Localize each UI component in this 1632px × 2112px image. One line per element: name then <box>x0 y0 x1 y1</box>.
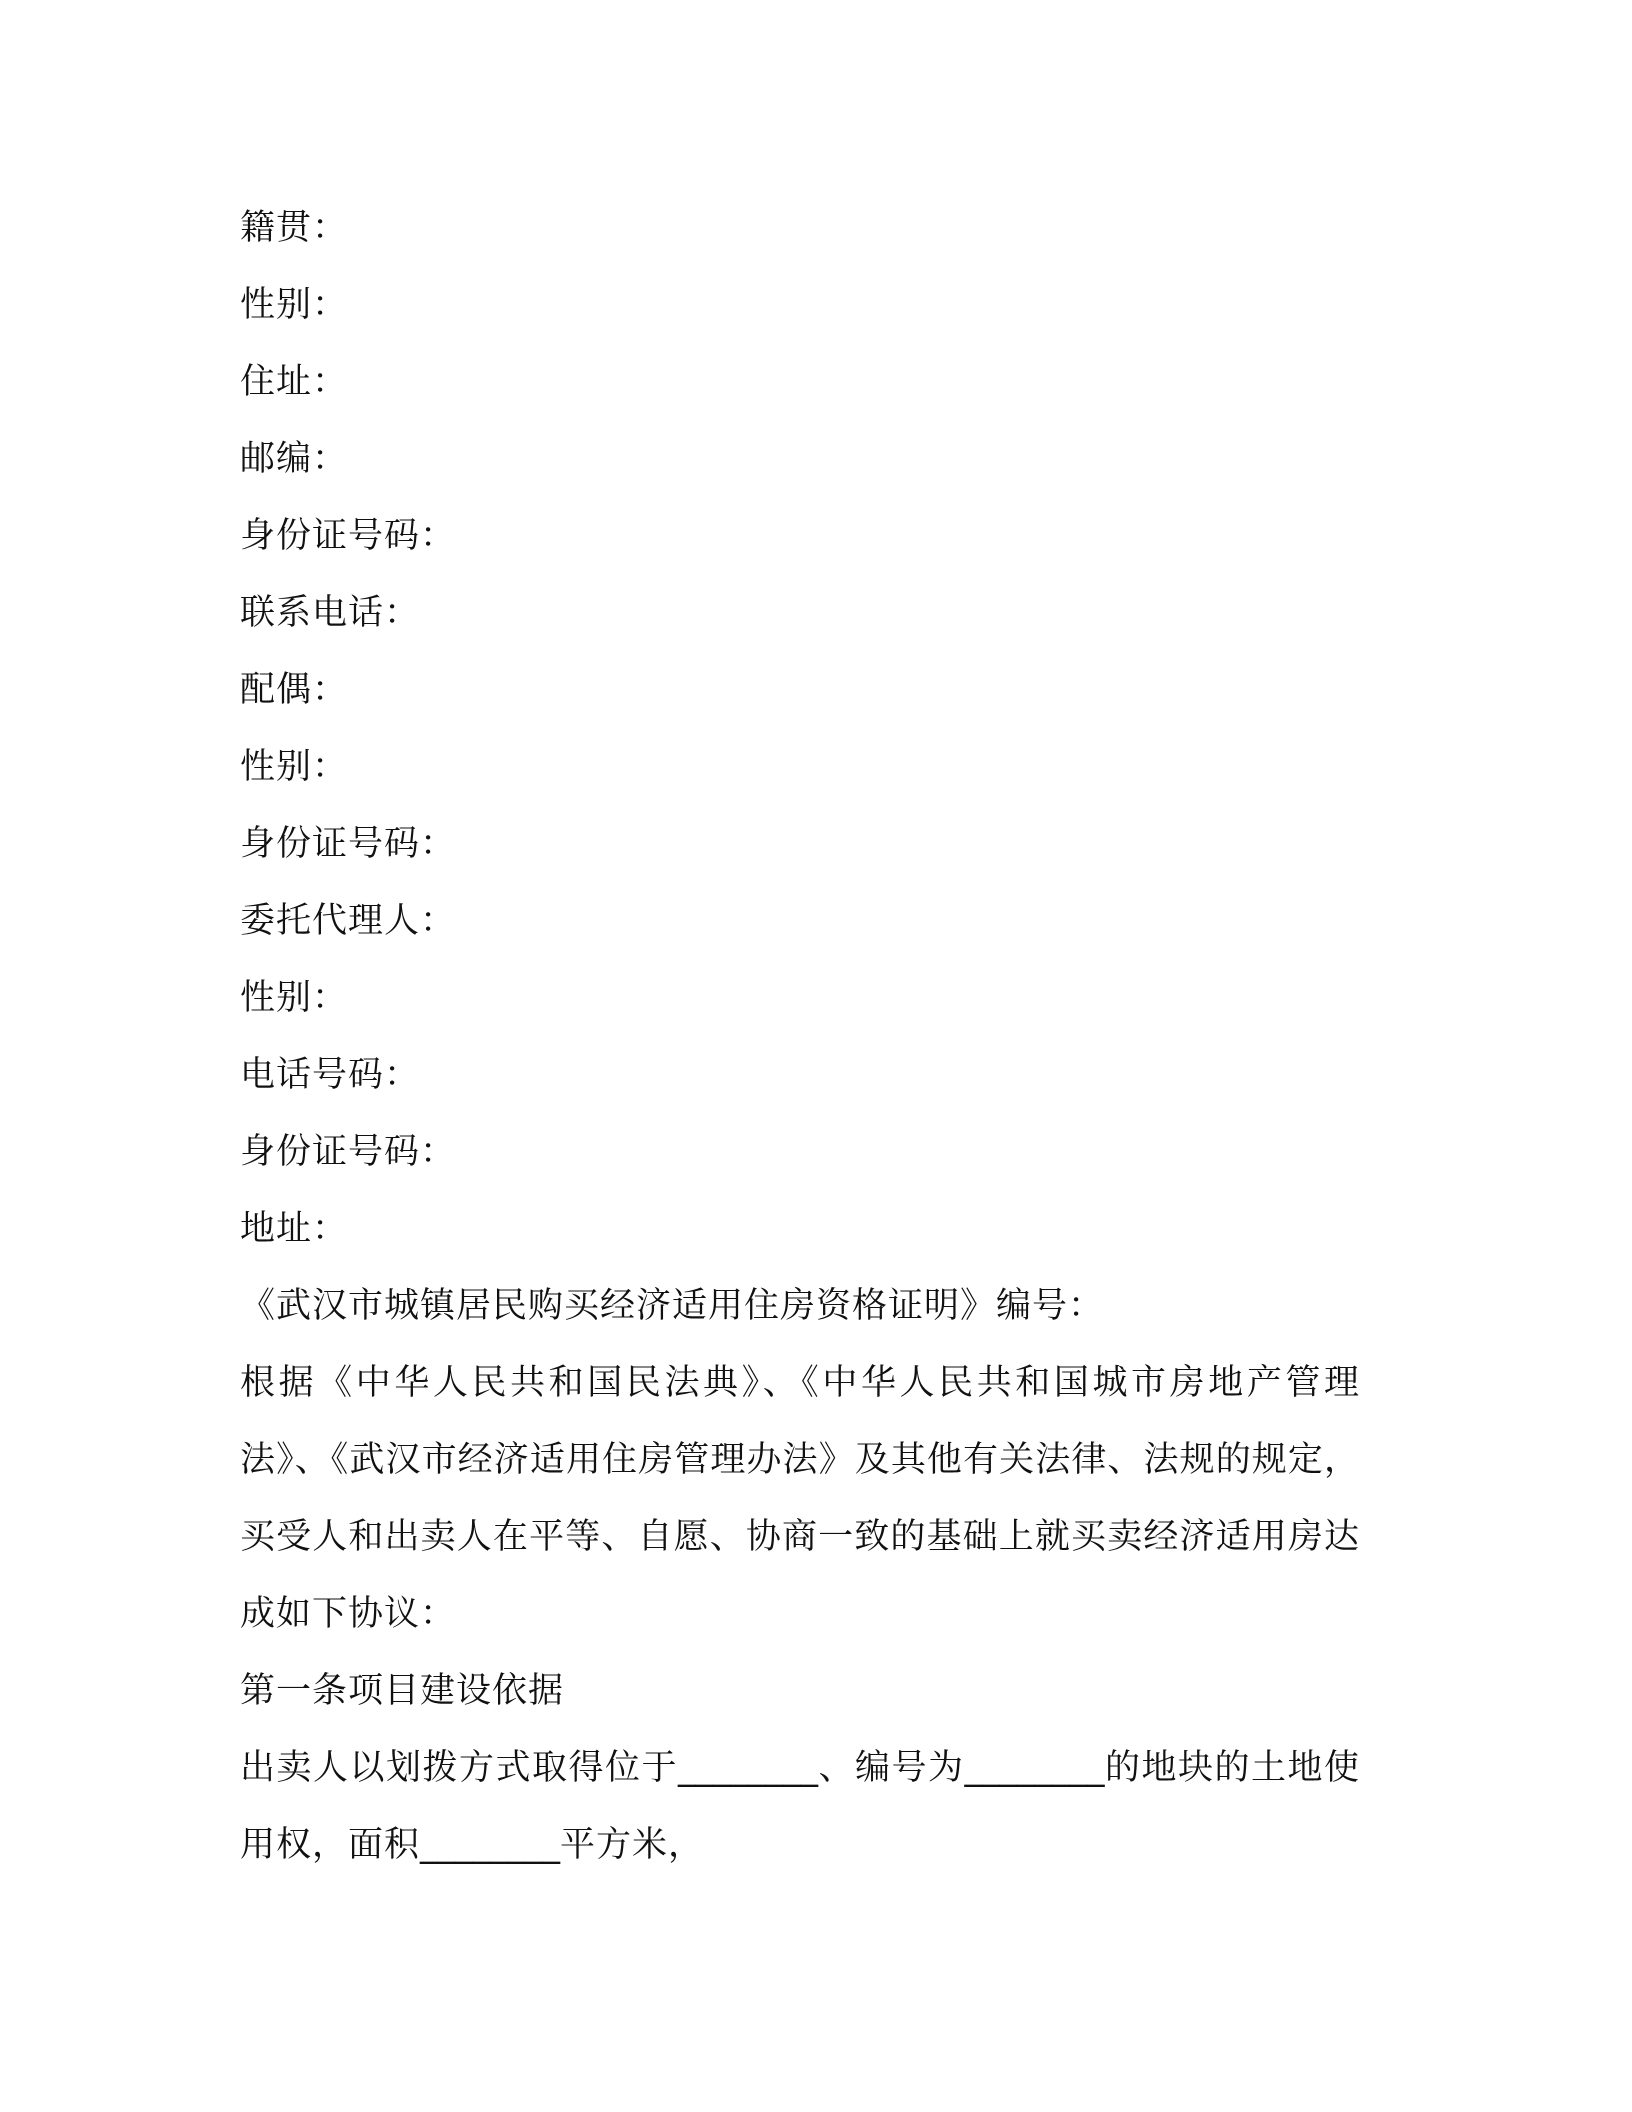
field-agent-id-number: 身份证号码： <box>240 1132 457 1172</box>
article-text-part: 的地块的土地使用权，面积 <box>240 1748 1360 1865</box>
article-one-text <box>240 1730 1360 1884</box>
field-gender: 性别： <box>240 285 349 325</box>
field-spouse-id-number: 身份证号码： <box>240 824 457 864</box>
blank-parcel-number: ________ <box>964 1748 1105 1788</box>
field-spouse: 配偶： <box>240 670 349 710</box>
field-native-place: 籍贯： <box>240 208 349 248</box>
certificate-number-line: 《武汉市城镇居民购买经济适用住房资格证明》编号： <box>240 1286 1105 1326</box>
article-title: 第一条项目建设依据 <box>240 1671 565 1711</box>
field-residence: 住址： <box>240 362 349 402</box>
field-id-number: 身份证号码： <box>240 516 457 556</box>
field-contact-phone: 联系电话： <box>240 593 421 633</box>
field-spouse-gender: 性别： <box>240 747 349 787</box>
article-text-part: 、编号为 <box>817 1748 965 1788</box>
blank-location: ________ <box>677 1748 818 1788</box>
article-text-part: 平方米， <box>560 1825 705 1865</box>
field-agent: 委托代理人： <box>240 901 457 941</box>
blank-area: ________ <box>420 1825 561 1865</box>
article-text-part: 出卖人以划拨方式取得位于 <box>240 1748 678 1788</box>
basis-paragraph: 根据《中华人民共和国民法典》、《中华人民共和国城市房地产管理法》、《武汉市经济适用住房管理办法》及其他有关法律、法规的规定，买受人和出卖人在平等、自愿、协商一致的基础上就买卖经济适用房达成如下协议： <box>240 1363 1360 1634</box>
field-agent-address: 地址： <box>240 1209 349 1249</box>
field-agent-gender: 性别： <box>240 978 349 1018</box>
field-agent-phone: 电话号码： <box>240 1055 421 1095</box>
field-postcode: 邮编： <box>240 439 349 479</box>
document-body <box>240 190 1360 1884</box>
